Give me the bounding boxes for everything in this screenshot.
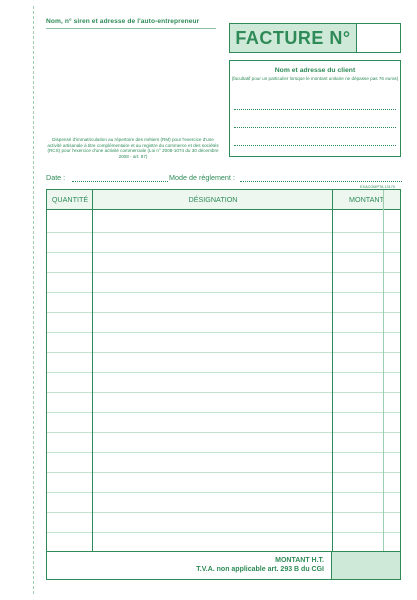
column-divider <box>92 190 93 552</box>
table-row[interactable] <box>47 472 400 473</box>
client-address-line[interactable] <box>234 127 396 128</box>
invoice-table <box>46 189 401 580</box>
table-row[interactable] <box>47 492 400 493</box>
table-row[interactable] <box>47 532 400 533</box>
header-amount: MONTANT <box>349 195 384 204</box>
table-row[interactable] <box>47 232 400 233</box>
header-designation: DÉSIGNATION <box>188 195 238 204</box>
legal-mention: Dispensé d'immatriculation au répertoire des métiers (RM) pour l'exercice d'une activité artisanale à titre complémentaire et au registre du commerce et des sociétés (RCS) pour l'exercice d'une activité commerciale (Loi n° 2008-1074 du 30 décembre 2008 - art. 87) <box>47 137 219 160</box>
table-row[interactable] <box>47 512 400 513</box>
table-row[interactable] <box>47 332 400 333</box>
date-label: Date : <box>46 173 66 182</box>
payment-field[interactable] <box>240 181 402 182</box>
vat-note: T.V.A. non applicable art. 293 B du CGI <box>196 566 324 574</box>
reference-code: EXACOMPTA 13170 <box>360 185 395 189</box>
client-address-line[interactable] <box>234 109 396 110</box>
invoice-title-cell <box>230 24 357 52</box>
date-field[interactable] <box>72 181 168 182</box>
client-subtitle: (facultatif pour un particulier lorsque le montant unitaire ne dépasse pas 76 euros) <box>231 76 399 81</box>
sender-title: Nom, n° siren et adresse de l'auto-entrepreneur <box>46 18 200 25</box>
table-row[interactable] <box>47 372 400 373</box>
table-row[interactable] <box>47 352 400 353</box>
table-row[interactable] <box>47 252 400 253</box>
date-payment-row <box>46 173 402 185</box>
table-row[interactable] <box>47 292 400 293</box>
sender-block <box>46 18 224 58</box>
table-row[interactable] <box>47 412 400 413</box>
invoice-title: FACTURE N° <box>235 27 351 48</box>
table-footer <box>47 551 400 579</box>
payment-label: Mode de règlement : <box>169 173 235 182</box>
perforation-line <box>33 6 34 594</box>
table-header <box>47 190 400 210</box>
table-row[interactable] <box>47 272 400 273</box>
invoice-number-field[interactable] <box>357 24 400 52</box>
invoice-number-box <box>229 23 401 53</box>
client-title: Nom et adresse du client <box>274 67 356 74</box>
table-row[interactable] <box>47 312 400 313</box>
table-row[interactable] <box>47 392 400 393</box>
table-row[interactable] <box>47 452 400 453</box>
sender-underline <box>46 28 216 29</box>
client-address-line[interactable] <box>234 145 396 146</box>
total-ht-field[interactable] <box>331 552 400 579</box>
column-divider <box>332 190 333 579</box>
footer-text <box>196 556 324 575</box>
header-quantity: QUANTITÉ <box>51 195 89 204</box>
cents-divider <box>383 190 384 579</box>
table-row[interactable] <box>47 432 400 433</box>
total-ht-label: MONTANT H.T. <box>275 557 324 564</box>
client-box <box>229 60 401 157</box>
